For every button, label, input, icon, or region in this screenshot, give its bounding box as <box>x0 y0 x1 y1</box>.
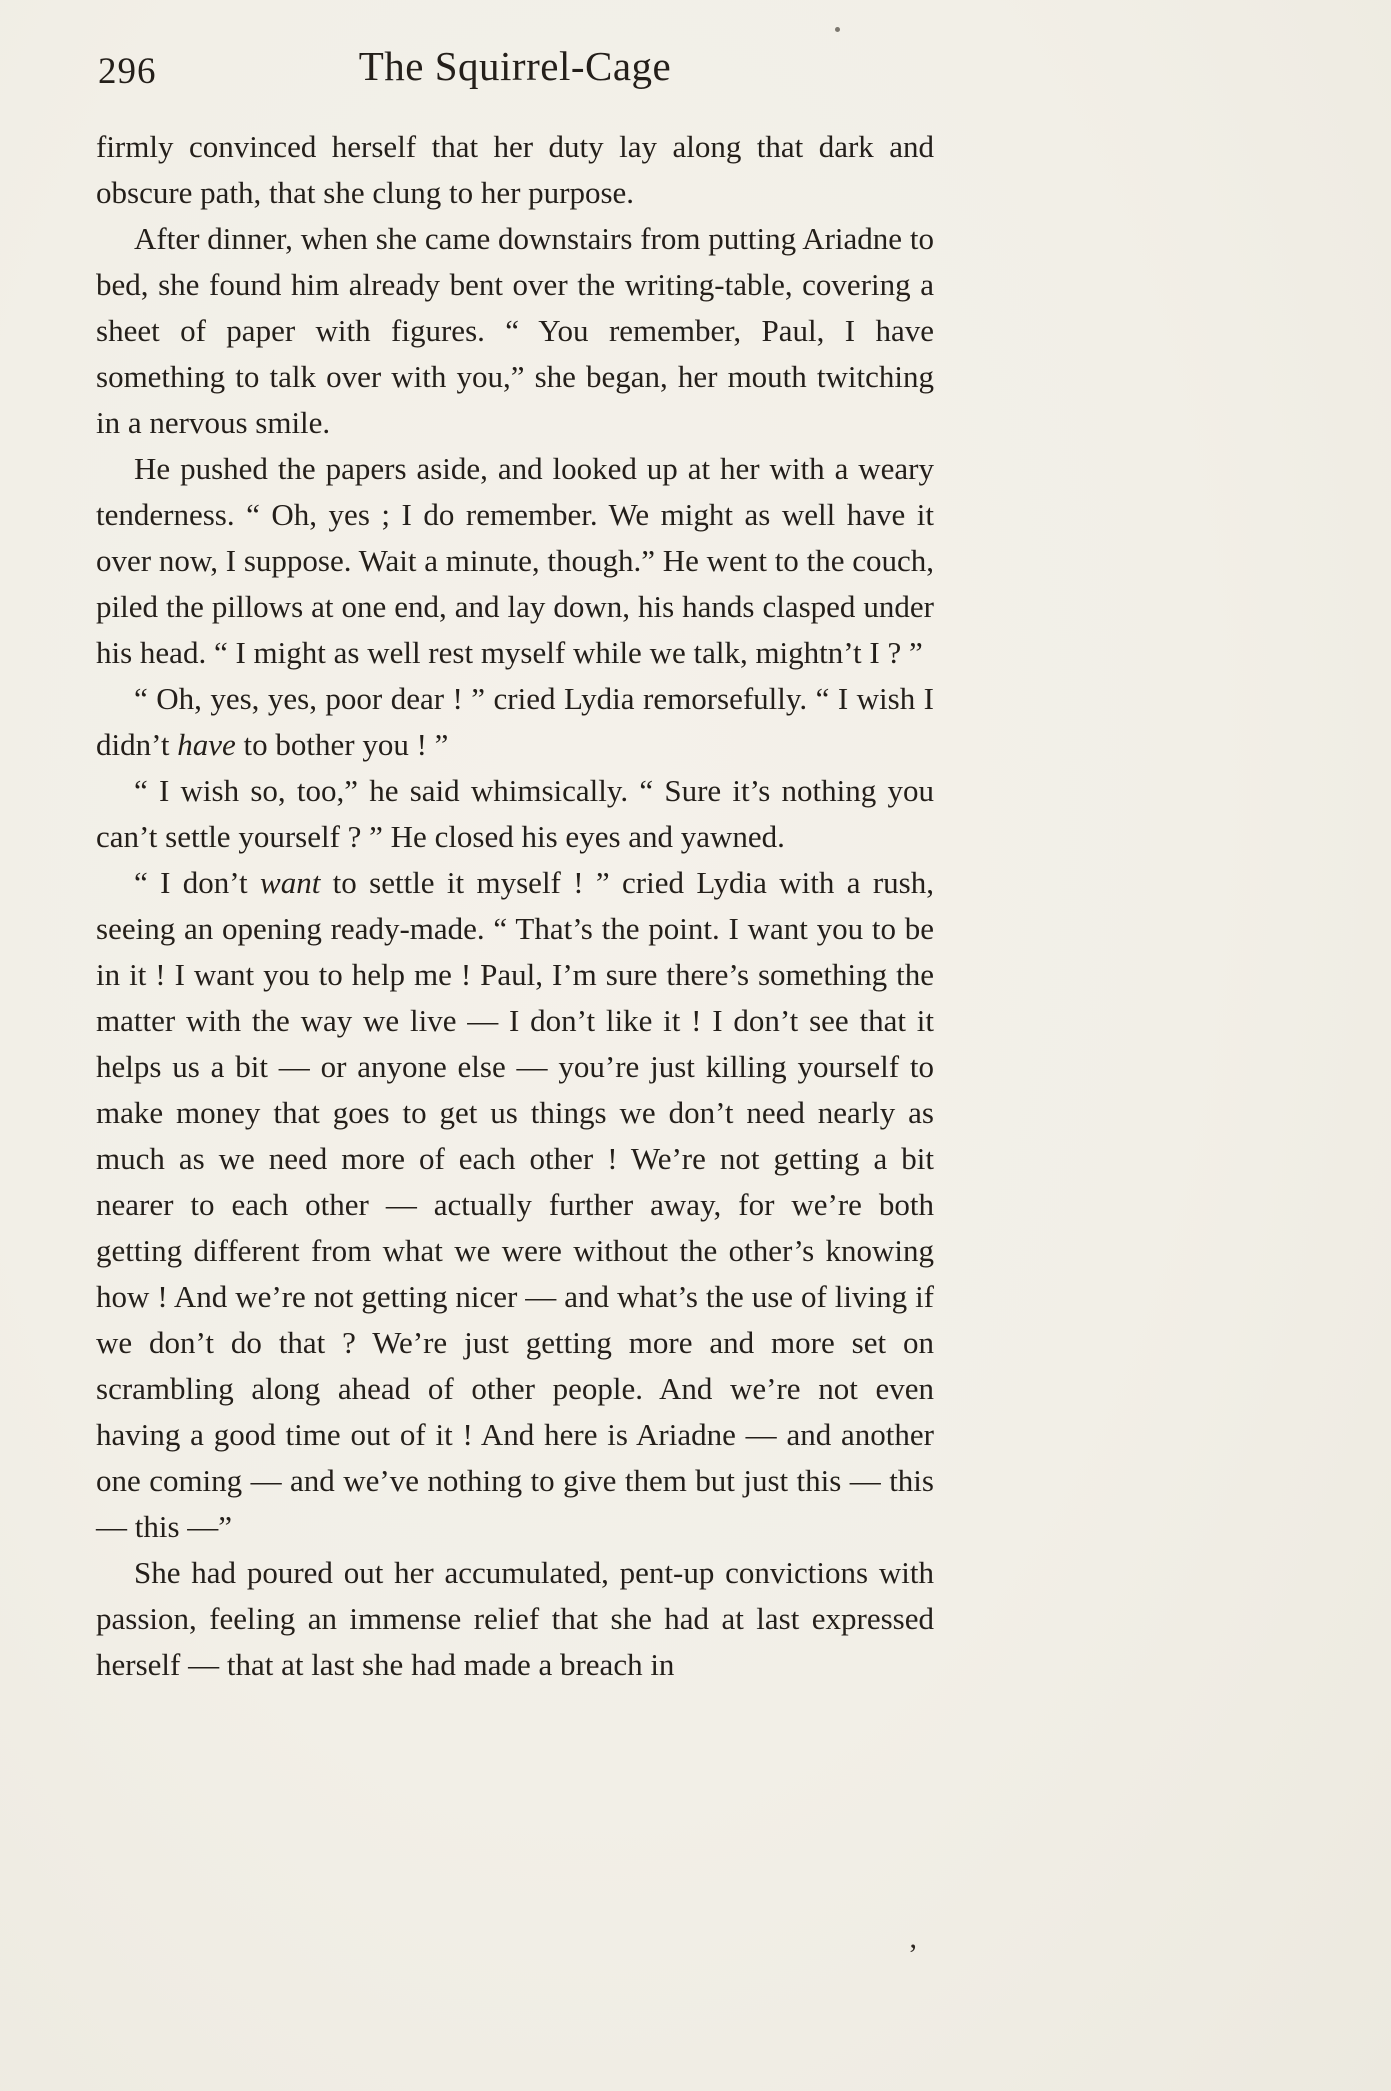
scan-artifact-mark: ’ <box>908 1938 918 1971</box>
italic-word: want <box>260 865 321 900</box>
running-title: The Squirrel-Cage <box>358 43 672 89</box>
page-body <box>96 124 934 1688</box>
text-run: He pushed the papers aside, and looked up at her with a weary tenderness. “ Oh, yes ; I do remember. We might as well have it over now, I suppose. Wait a minute, though.” He went to the couch, piled the pillows at one end, and lay down, his hands clasped under his head. “ I might as well rest myself while we talk, mightn’t I ? ” <box>96 451 934 670</box>
page-number: 296 <box>98 51 157 92</box>
italic-word: have <box>177 727 236 762</box>
text-run: She had poured out her accumulated, pent-up convictions with passion, feeling an immense relief that she had at last expressed herself — that at last she had made a breach in <box>96 1555 934 1682</box>
text-run: After dinner, when she came downstairs from putting Ariadne to bed, she found him already bent over the writing-table, covering a sheet of paper with figures. “ You remember, Paul, I have something to talk over with you,” she began, her mouth twitching in a nervous smile. <box>96 221 934 440</box>
text-run: “ I don’t <box>134 865 261 900</box>
text-run: firmly convinced herself that her duty lay along that dark and obscure path, that she clung to her purpose. <box>96 129 934 210</box>
page-content <box>96 40 934 1688</box>
text-run: “ I wish so, too,” he said whimsically. “ Sure it’s nothing you can’t settle yourself ? ” He closed his eyes and yawned. <box>96 773 934 854</box>
scan-speck <box>835 27 840 32</box>
paragraph <box>96 216 934 446</box>
paragraph <box>96 1550 934 1688</box>
paragraph <box>96 860 934 1550</box>
text-run: to bother you ! ” <box>235 727 449 762</box>
paragraph <box>96 446 934 676</box>
paragraph <box>96 676 934 768</box>
text-run: to settle it myself ! ” cried Lydia with a rush, seeing an opening ready-made. “ That’s the point. I want you to be in it ! I want you to help me ! Paul, I’m sure there’s something the matter with the way we live — I don’t like it ! I don’t see that it helps us a bit — or anyone else — you’re just killing yourself to make money that goes to get us things we don’t need nearly as much as we need more of each other ! We’re not getting a bit nearer to each other — actually further away, for we’re both getting different from what we were without the other’s knowing how ! And we’re not getting nicer — and what’s the use of living if we don’t do that ? We’re just getting more and more set on scrambling along ahead of other people. And we’re not even having a good time out of it ! And here is Ariadne — and another one coming — and we’ve nothing to give them but just this — this — this —” <box>96 865 934 1544</box>
paragraph <box>96 768 934 860</box>
page-header <box>96 40 934 98</box>
text-run: “ Oh, yes, yes, poor dear ! ” cried Lydia remorsefully. “ I wish I didn’t <box>96 681 934 762</box>
paragraph <box>96 124 934 216</box>
